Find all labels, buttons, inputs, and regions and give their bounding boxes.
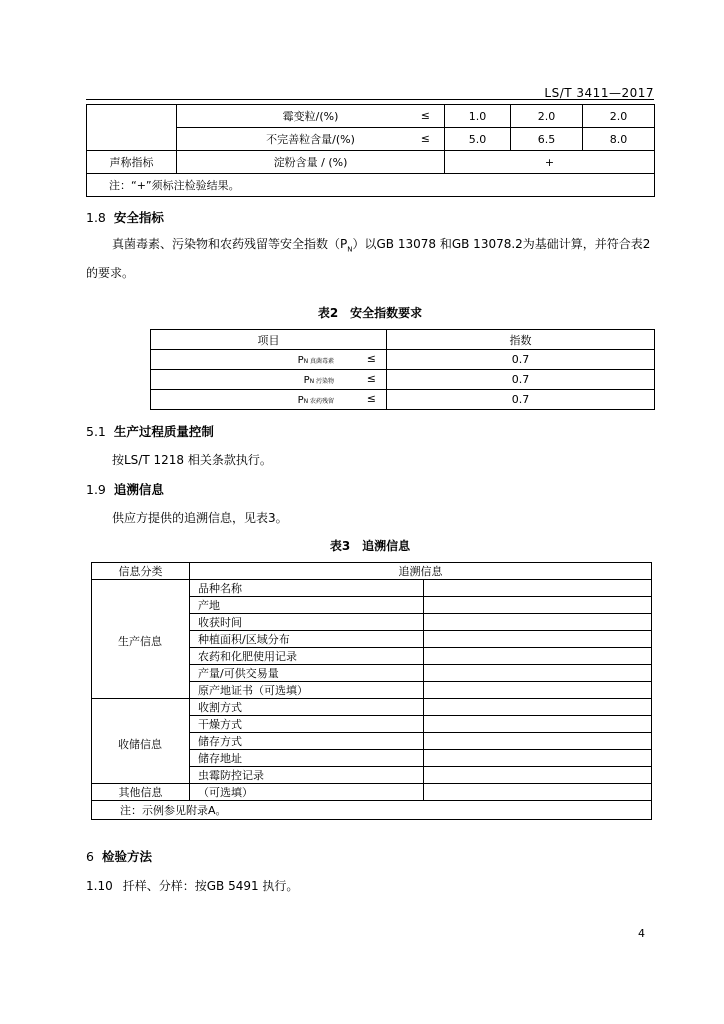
section-heading-5-1: 5.1 生产过程质量控制 [86,424,214,439]
table-row [87,105,655,128]
table-row [92,716,652,733]
table-cell: 2.0 [511,105,583,128]
table-cell: 2.0 [583,105,655,128]
table-cell [424,682,652,699]
table-cell: 0.7 [387,370,655,390]
table-row [151,350,655,370]
table-header-cell: 信息分类 [92,563,190,580]
table-cell [177,128,445,151]
table-cell: 产地 [190,597,424,614]
table-cell: 收割方式 [190,699,424,716]
table-cell [424,648,652,665]
le-symbol: ≤ [366,352,376,365]
table-cell: （可选填） [190,784,424,801]
le-symbol: ≤ [366,392,376,405]
table-cell: 品种名称 [190,580,424,597]
table-row [92,784,652,801]
table-cell: 0.7 [387,350,655,370]
table-row [92,699,652,716]
table-cell: 产量/可供交易量 [190,665,424,682]
table-cell [92,682,190,699]
table-row [87,128,655,151]
table-cell [87,105,177,128]
table-cell [424,614,652,631]
table-cell: 8.0 [583,128,655,151]
table-cell: 1.0 [445,105,511,128]
table-cell: 干燥方式 [190,716,424,733]
table-cell [92,665,190,682]
item-label: 不完善粒含量/(%) [266,133,355,146]
table-cell: PN 农药残留 ≤ [151,390,387,410]
table-cell [92,699,190,716]
table-cell [92,716,190,733]
table-cell: PN 真菌毒素 ≤ [151,350,387,370]
table3-caption: 表3 追溯信息 [329,539,411,553]
table-header-cell: 指数 [387,330,655,350]
category-cell: 声称指标 [87,151,177,174]
table-cell: 0.7 [387,390,655,410]
table-cell [177,105,445,128]
table-cell [92,767,190,784]
category-storage-label: 收储信息 [118,738,162,751]
table-row [92,801,652,820]
table-note: 注：“+”须标注检验结果。 [87,174,655,197]
safety-index-table [150,329,655,410]
table-cell: 5.0 [445,128,511,151]
table-cell: 收获时间 [190,614,424,631]
category-production [92,648,190,665]
table-row [151,390,655,410]
section-heading-1-9: 1.9 追溯信息 [86,482,164,497]
traceability-table [91,562,652,820]
section-1-10-text: 1.10 扦样、分样：按GB 5491 执行。 [86,879,299,893]
table-cell: 农药和化肥使用记录 [190,648,424,665]
table-cell: PN 污染物 ≤ [151,370,387,390]
table-cell: 原产地证书（可选填） [190,682,424,699]
table-row [92,580,652,597]
table-cell: 种植面积/区域分布 [190,631,424,648]
section-heading-1-8: 1.8 安全指标 [86,210,164,225]
table-row [92,563,652,580]
table-cell [424,597,652,614]
table-cell: 6.5 [511,128,583,151]
table-cell [92,750,190,767]
table-cell: 储存地址 [190,750,424,767]
table-row [92,648,652,665]
table-cell [424,733,652,750]
table-cell [424,784,652,801]
table-cell [424,631,652,648]
table2-caption: 表2 安全指数要求 [317,306,423,320]
table-header-cell: 项目 [151,330,387,350]
table-cell [87,128,177,151]
table-row [151,330,655,350]
table-row [87,151,655,174]
table-cell [424,750,652,767]
table-row [92,750,652,767]
table-cell [424,767,652,784]
item-label: 霉变粒/(%) [282,110,339,123]
table-row [92,682,652,699]
section-1-8-paragraph: 真菌毒素、污染物和农药残留等安全指数$(P_N)$以GB 13078 和GB 13078.2为基础计算，并符合表2的要求。 [86,237,651,281]
quality-table-continued [86,104,655,197]
document-code: LS/T 3411—2017 [544,86,654,100]
section-5-1-paragraph: 按LS/T 1218 相关条款执行。 [112,453,272,467]
table-row [87,174,655,197]
le-symbol: ≤ [420,132,430,145]
category-other: 其他信息 [92,784,190,801]
table-cell: 储存方式 [190,733,424,750]
table-cell [424,699,652,716]
section-heading-6: 6 检验方法 [86,849,152,864]
table-header-cell: 追溯信息 [190,563,652,580]
page-number: 4 [638,927,645,940]
table-cell [424,665,652,682]
table-row [92,665,652,682]
table-note: 注：示例参见附录A。 [92,801,652,820]
table-row [92,767,652,784]
le-symbol: ≤ [420,109,430,122]
section-1-9-paragraph: 供应方提供的追溯信息，见表3。 [112,511,288,525]
table-cell [424,580,652,597]
table-cell: 淀粉含量 / (%) [177,151,445,174]
category-production-label: 生产信息 [118,635,162,648]
table-cell [424,716,652,733]
le-symbol: ≤ [366,372,376,385]
table-row [151,370,655,390]
table-cell: 虫霉防控记录 [190,767,424,784]
header-rule [86,99,654,100]
table-cell: + [445,151,655,174]
